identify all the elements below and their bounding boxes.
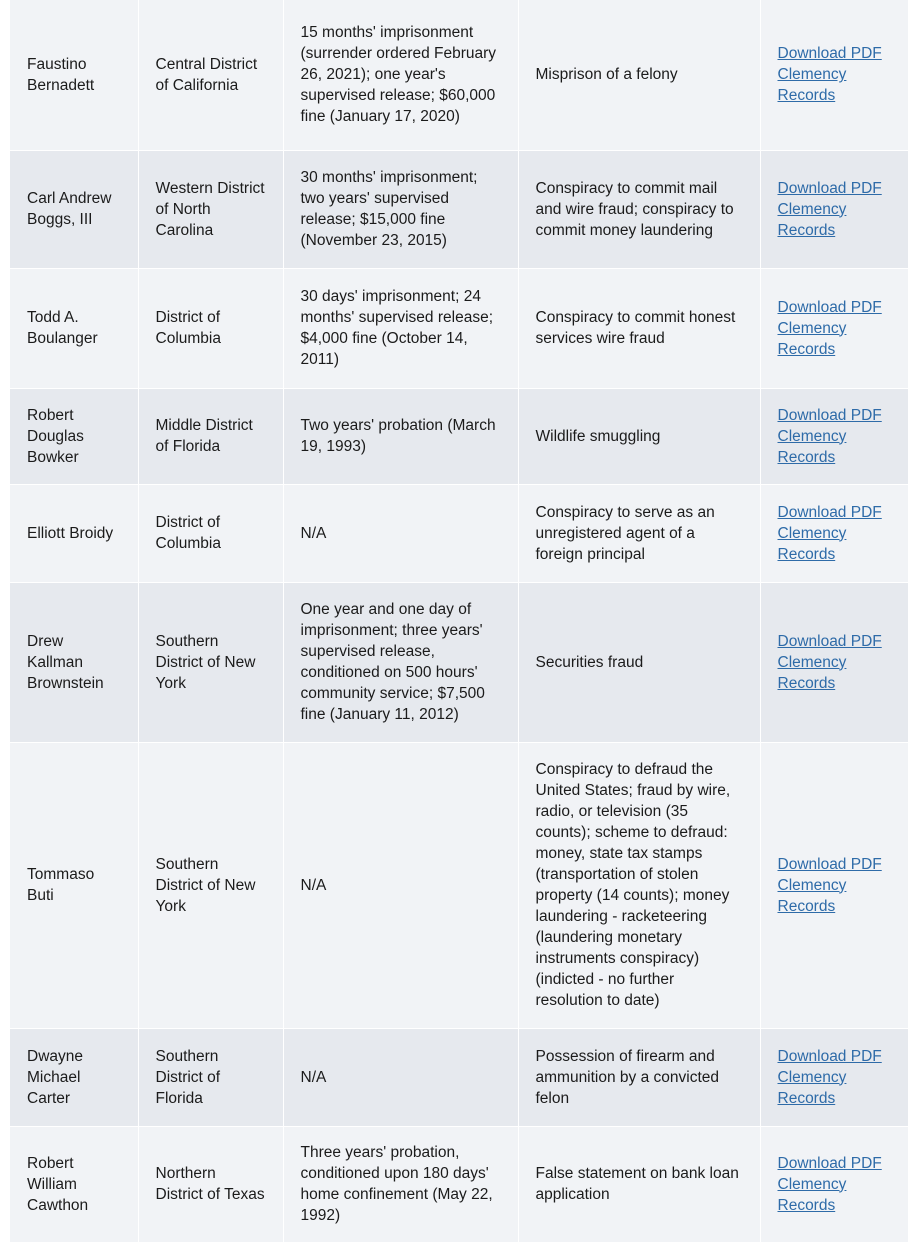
- cell-sentence: N/A: [283, 1028, 518, 1126]
- cell-sentence: One year and one day of imprisonment; three years' supervised release, conditioned on 500 hours' community service; $7,500 fine (January 11, 2012): [283, 582, 518, 742]
- download-pdf-link[interactable]: Download PDF Clemency Records: [777, 298, 882, 358]
- cell-name: Dwayne Michael Carter: [10, 1028, 138, 1126]
- cell-district: Central District of California: [138, 0, 283, 150]
- cell-sentence: 30 months' imprisonment; two years' supervised release; $15,000 fine (November 23, 2015): [283, 150, 518, 268]
- download-pdf-link[interactable]: Download PDF Clemency Records: [777, 632, 882, 692]
- cell-district: Southern District of Florida: [138, 1028, 283, 1126]
- download-pdf-link[interactable]: Download PDF Clemency Records: [777, 1047, 882, 1107]
- cell-offense: Conspiracy to defraud the United States; fraud by wire, radio, or television (35 counts); scheme to defraud: money, state tax stamps (transportation of stolen property (14 counts); money laundering - racketeering (laundering monetary instruments conspiracy) (indicted - no further resolution to date): [518, 742, 760, 1028]
- cell-name: Robert William Cawthon: [10, 1126, 138, 1242]
- cell-records: [760, 742, 908, 1028]
- cell-name: Tommaso Buti: [10, 742, 138, 1028]
- cell-offense: Securities fraud: [518, 582, 760, 742]
- cell-district: Northern District of Texas: [138, 1126, 283, 1242]
- clemency-table-container: [10, 0, 908, 1243]
- cell-sentence: 15 months' imprisonment (surrender ordered February 26, 2021); one year's supervised release; $60,000 fine (January 17, 2020): [283, 0, 518, 150]
- cell-sentence: 30 days' imprisonment; 24 months' supervised release; $4,000 fine (October 14, 2011): [283, 268, 518, 388]
- table-row: [10, 268, 908, 388]
- cell-records: [760, 582, 908, 742]
- cell-district: Southern District of New York: [138, 742, 283, 1028]
- cell-records: [760, 484, 908, 582]
- table-row: [10, 742, 908, 1028]
- table-row: [10, 1126, 908, 1242]
- cell-district: Middle District of Florida: [138, 388, 283, 484]
- cell-sentence: Three years' probation, conditioned upon 180 days' home confinement (May 22, 1992): [283, 1126, 518, 1242]
- clemency-table: [10, 0, 908, 1243]
- cell-name: Robert Douglas Bowker: [10, 388, 138, 484]
- cell-name: Faustino Bernadett: [10, 0, 138, 150]
- cell-district: Western District of North Carolina: [138, 150, 283, 268]
- cell-name: Todd A. Boulanger: [10, 268, 138, 388]
- cell-records: [760, 150, 908, 268]
- cell-records: [760, 268, 908, 388]
- table-row: [10, 388, 908, 484]
- cell-district: District of Columbia: [138, 268, 283, 388]
- download-pdf-link[interactable]: Download PDF Clemency Records: [777, 1154, 882, 1214]
- cell-offense: Conspiracy to serve as an unregistered agent of a foreign principal: [518, 484, 760, 582]
- cell-sentence: N/A: [283, 742, 518, 1028]
- table-row: [10, 0, 908, 150]
- table-row: [10, 1028, 908, 1126]
- cell-name: Carl Andrew Boggs, III: [10, 150, 138, 268]
- cell-records: [760, 1028, 908, 1126]
- cell-records: [760, 1126, 908, 1242]
- download-pdf-link[interactable]: Download PDF Clemency Records: [777, 406, 882, 466]
- cell-name: Elliott Broidy: [10, 484, 138, 582]
- cell-district: District of Columbia: [138, 484, 283, 582]
- download-pdf-link[interactable]: Download PDF Clemency Records: [777, 179, 882, 239]
- cell-records: [760, 0, 908, 150]
- download-pdf-link[interactable]: Download PDF Clemency Records: [777, 855, 882, 915]
- cell-offense: Conspiracy to commit honest services wire fraud: [518, 268, 760, 388]
- table-row: [10, 150, 908, 268]
- cell-sentence: Two years' probation (March 19, 1993): [283, 388, 518, 484]
- table-row: [10, 582, 908, 742]
- download-pdf-link[interactable]: Download PDF Clemency Records: [777, 503, 882, 563]
- cell-offense: False statement on bank loan application: [518, 1126, 760, 1242]
- cell-offense: Misprison of a felony: [518, 0, 760, 150]
- cell-district: Southern District of New York: [138, 582, 283, 742]
- cell-offense: Possession of firearm and ammunition by a convicted felon: [518, 1028, 760, 1126]
- cell-offense: Wildlife smuggling: [518, 388, 760, 484]
- cell-sentence: N/A: [283, 484, 518, 582]
- cell-offense: Conspiracy to commit mail and wire fraud; conspiracy to commit money laundering: [518, 150, 760, 268]
- cell-records: [760, 388, 908, 484]
- cell-name: Drew Kallman Brownstein: [10, 582, 138, 742]
- download-pdf-link[interactable]: Download PDF Clemency Records: [777, 45, 882, 105]
- table-row: [10, 484, 908, 582]
